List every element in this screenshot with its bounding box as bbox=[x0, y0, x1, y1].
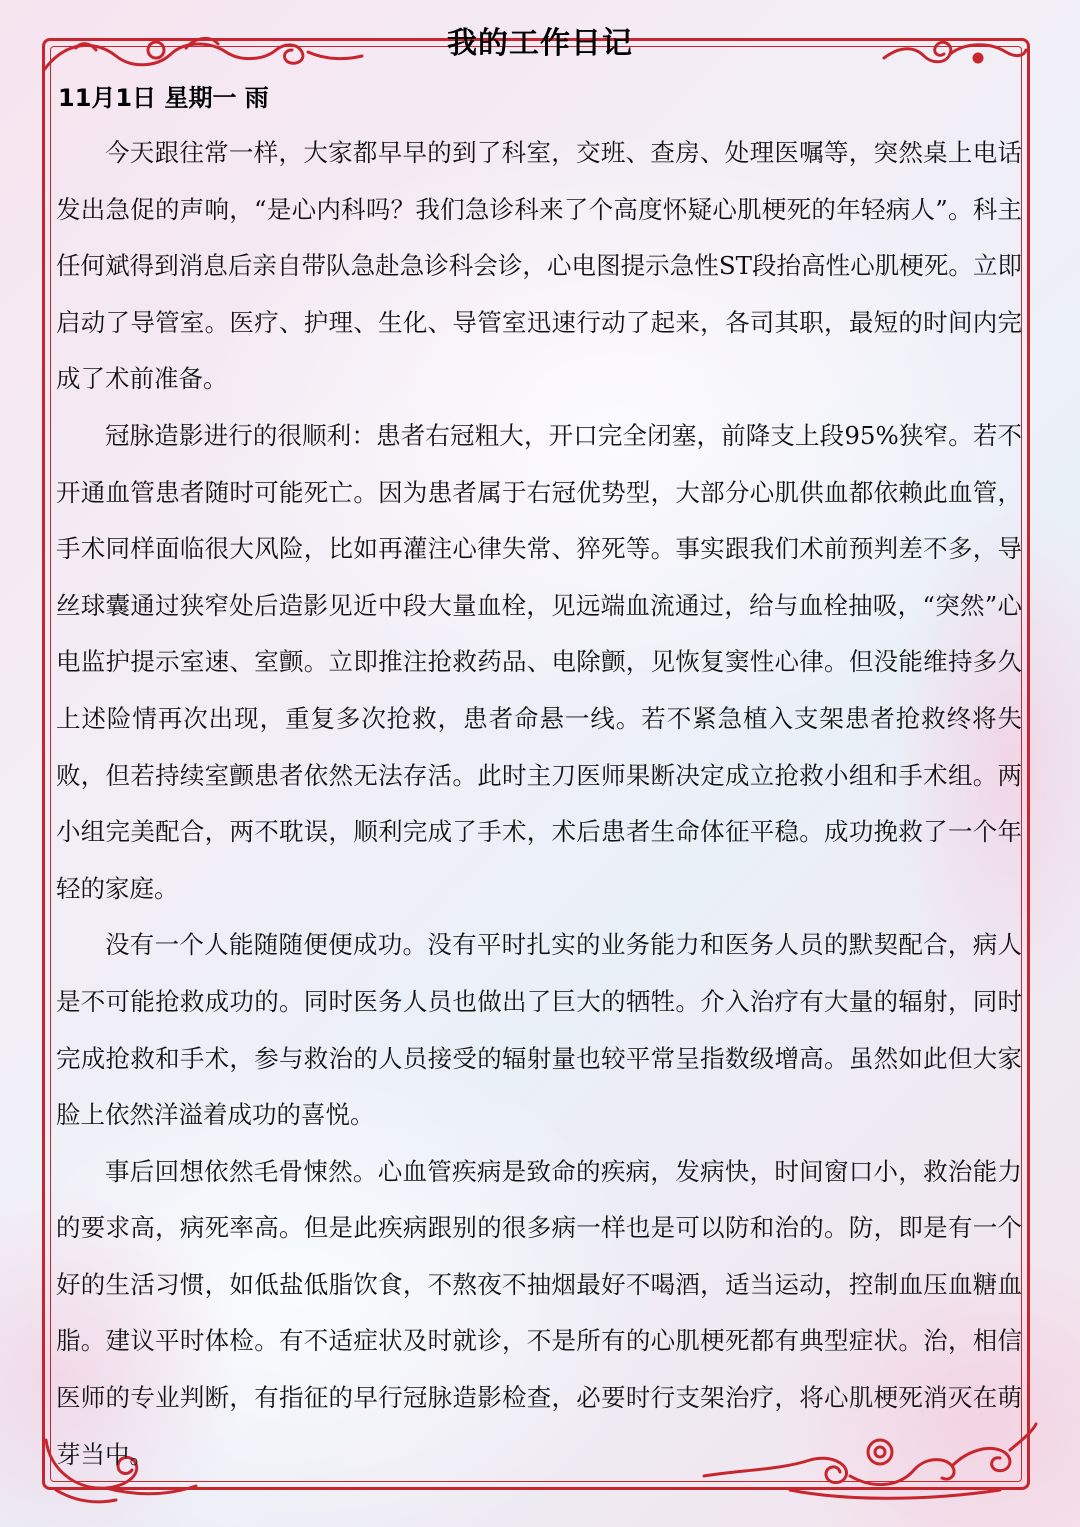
diary-paragraph-1: 今天跟往常一样，大家都早早的到了科室，交班、查房、处理医嘱等，突然桌上电话发出急促的声响，“是心内科吗？我们急诊科来了个高度怀疑心肌梗死的年轻病人”。科主任何斌得到消息后亲自带队急赴急诊科会诊，心电图提示急性ST段抬高性心肌梗死。立即启动了导管室。医疗、护理、生化、导管室迅速行动了起来，各司其职，最短的时间内完成了术前准备。 bbox=[56, 138, 1022, 394]
diary-paragraph-3: 没有一个人能随随便便成功。没有平时扎实的业务能力和医务人员的默契配合，病人是不可能抢救成功的。同时医务人员也做出了巨大的牺牲。介入治疗有大量的辐射，同时完成抢救和手术，参与救治的人员接受的辐射量也较平常呈指数级增高。虽然如此但大家脸上依然洋溢着成功的喜悦。 bbox=[56, 930, 1022, 1130]
diary-paragraph-4: 事后回想依然毛骨悚然。心血管疾病是致命的疾病，发病快，时间窗口小，救治能力的要求高，病死率高。但是此疾病跟别的很多病一样也是可以防和治的。防，即是有一个好的生活习惯，如低盐低脂饮食，不熬夜不抽烟最好不喝酒，适当运动，控制血压血糖血脂。建议平时体检。有不适症状及时就诊，不是所有的心肌梗死都有典型症状。治，相信医师的专业判断，有指征的早行冠脉造影检查，必要时行支架治疗，将心肌梗死消灭在萌芽当中。 bbox=[56, 1156, 1022, 1469]
diary-paragraph-2: 冠脉造影进行的很顺利：患者右冠粗大，开口完全闭塞，前降支上段95%狭窄。若不开通血管患者随时可能死亡。因为患者属于右冠优势型，大部分心肌供血都依赖此血管，手术同样面临很大风险，比如再灌注心律失常、猝死等。事实跟我们术前预判差不多，导丝球囊通过狭窄处后造影见近中段大量血栓，见远端血流通过，给与血栓抽吸，“突然”心电监护提示室速、室颤。立即推注抢救药品、电除颤，见恢复窦性心律。但没能维持多久上述险情再次出现，重复多次抢救，患者命悬一线。若不紧急植入支架患者抢救终将失败，但若持续室颤患者依然无法存活。此时主刀医师果断决定成立抢救小组和手术组。两小组完美配合，两不耽误，顺利完成了手术，术后患者生命体征平稳。成功挽救了一个年轻的家庭。 bbox=[56, 420, 1022, 903]
page-title: 我的工作日记 bbox=[447, 26, 633, 61]
diary-body bbox=[56, 125, 1022, 1483]
diary-date-line: 11月1日 星期一 雨 bbox=[58, 84, 269, 112]
